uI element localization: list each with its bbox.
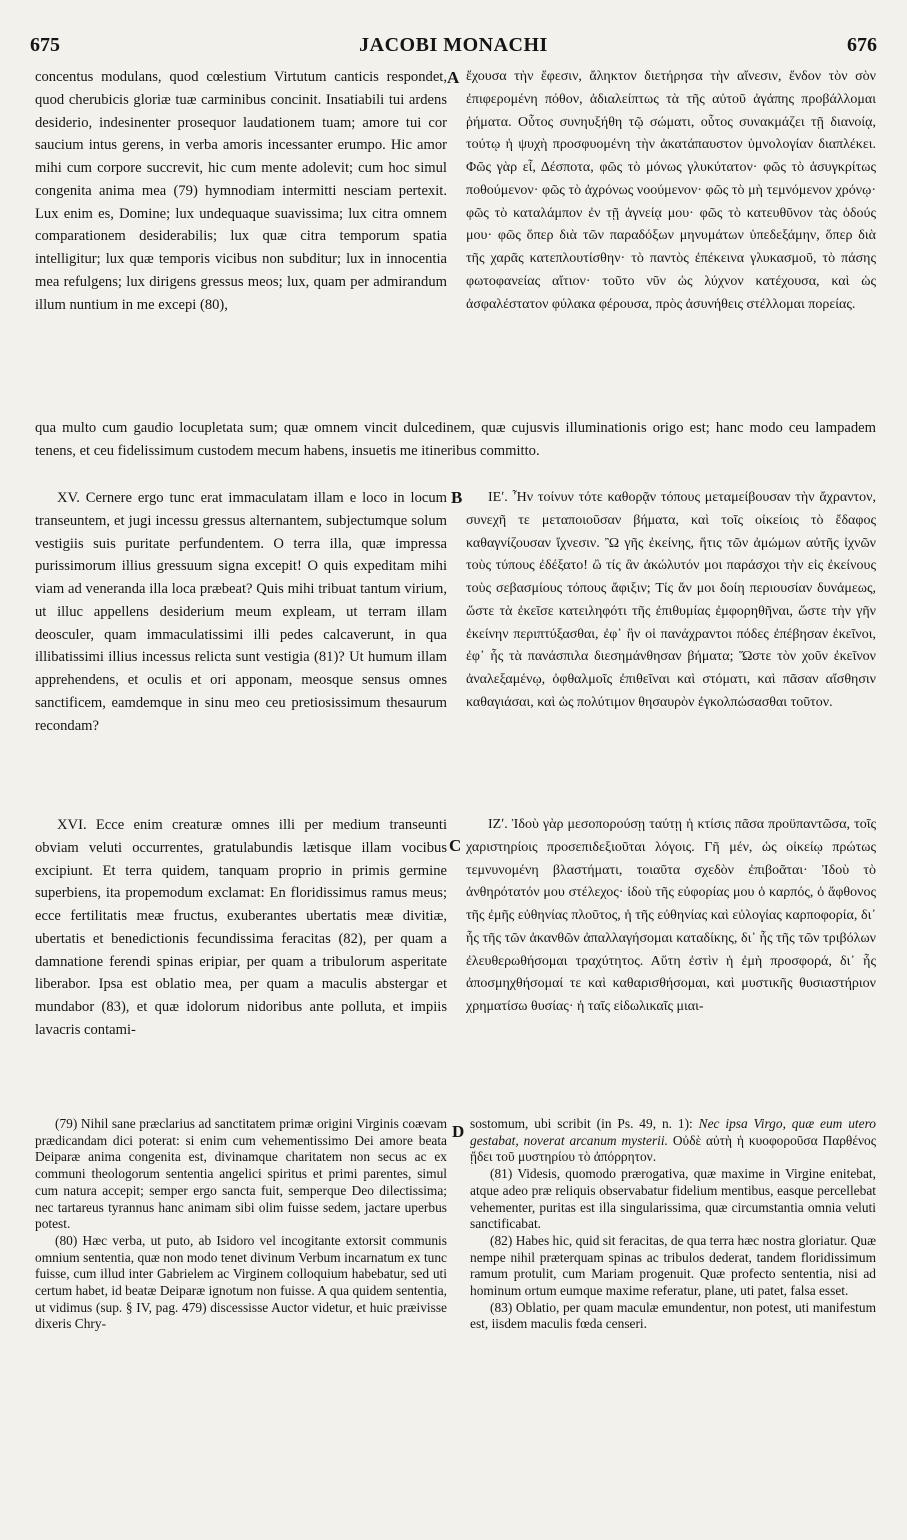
margin-letter-b: B: [451, 488, 463, 507]
margin-letter-c: C: [449, 836, 462, 855]
footnote-83: (83) Oblatio, per quam maculæ emundentur, non potest, uti manifestum est, iisdem maculis fœda censeri.: [470, 1299, 876, 1332]
footnotes-left: [35, 1116, 447, 1333]
greek-text-xv: ΙΕʹ. Ἦν τοίνυν τότε καθορᾷν τόπους μεταμείβουσαν τὴν ἄχραντον, συνεχῆ τε μεταποιοῦσαν βήματα, καὶ τοῖς οἰκείοις τὸ ἔδαφος καθαγνίζουσαν ἴχνεσιν. Ὢ γῆς ἐκείνης, ἥτις τῶν ἀμώμων αὐτῆς ἰχνῶν τοὺς τύπους ἐδέξατο! ὢ τίς ἂν ἀκώλυτόν μοι παράσχοι τὴν εἰς ἐκείνους τοὺς σεβασμίους τόπους ἄφιξιν; Τίς ἄν μοι δοίη περιουσίαν δυνάμεως, ὥστε τὰ ἐκεῖσε κατειληφότι τῆς ἐπιθυμίας ἐμφορηθῆναι, ὥστε τὴν γῆν ἐκείνην περιπτύξασθαι, ἐφ᾽ ἣν οἱ πανάχραντοι πόδες ἐπέβησαν ἐκεῖνοι, ἐφ᾽ ἧς τὰ πανάσπιλα διεσημάνθησαν βήματα; Ὥστε τὸν χοῦν ἐκεῖνον ἀναλεξαμένῳ, ὀφθαλμοῖς ἐπιθεῖναι καὶ στόματι, καὶ πᾶσαν αἴσθησιν καθαγιάσαι, καὶ ὡς πολύτιμον θησαυρὸν ἐγκολπώσασθαι τοῦτον.: [466, 490, 876, 710]
footnote-80-cont-text: sostomum, ubi scribit (in Ps. 49, n. 1):: [470, 1116, 693, 1131]
latin-full-width-continuation: [35, 417, 876, 463]
greek-text-xiv: ἔχουσα τὴν ἔφεσιν, ἄληκτον διετήρησα τὴν αἴνεσιν, ἔνδον τὸν σὸν ἐπιφερομένη πόθον, ἀδιαλείπτως τὰ τῆς αὐτοῦ ἀγάπης προβάλλομαι ῥήματα. Οὗτος συνηυξήθη τῷ σώματι, οὗτος συνακμάζει τῇ διανοίᾳ, τούτῳ ἡ ψυχὴ προσφυομένη τὴν ἀκατάπαυστον ὑμνολογίαν διαπλέκει. Φῶς γὰρ εἶ, Δέσποτα, φῶς τὸ μόνως γλυκύτατον· φῶς τὸ ἀσυγκρίτως ποθούμενον· φῶς τὸ ἀχρόνως νοούμενον· φῶς τὸ μὴ τεμνόμενον χρόνῳ· φῶς τὸ καταλάμπον ἐν τῇ ἁγνείᾳ μου· φῶς τὸ κατευθῦνον τὰς ὁδούς μου· φῶς ὅπερ διὰ τῶν παραδόξων μηνυμάτων ὑπεδεξάμην, ὅπερ διὰ τῆς χαρᾶς κατεπλουτίσθην· τὸ παντὸς ἐπέκεινα γλυκασμοῦ, τὸ πάσης φωτοφανείας αἴτιον· τοῦτο νῦν ὡς λύχνον κατέχουσα, καὶ ὡς ἀσφαλέστατον φύλακα φέρουσα, πρὸς ἀσυνήθεις στέλλομαι πορείας.: [466, 69, 876, 312]
latin-text-xv: XV. Cernere ergo tunc erat immaculatam illam e loco in locum transeuntem, et jugi incessu gressus alternantem, subjectumque solum vestigiis suis puritate perfundentem. O terra illa, quæ impressa purissimorum illius gressuum signa excepit! O quis expeditam mihi viam ad veneranda illa loca præbeat? Quis mihi tribuat tantum virium, ut illuc appellens desiderium meum expleam, ut terram illam deosculer, quam immaculatissimi illi pedes calcaverunt, in qua illibatissimi illius incessus relicta sunt vestigia (81)? Ut humum illam apprehendens, et oculis et ori apponam, meosque sensus omnes sanctificem, eamdemque in sinu meo ceu pretiosissimum thesaurum recondam?: [35, 490, 447, 734]
footnote-80-quote: Nec ipsa Virgo, quæ eum utero gestabat, noverat arcanum mysterii.: [470, 1116, 876, 1148]
latin-text-xiv: concentus modulans, quod cœlestium Virtutum canticis respondet, quod cherubicis gloriæ tuæ carminibus concinit. Insatiabili tui ardens desiderio, indesinenter prosequor laudationem tuam; amore tui cor saucium intus gerens, in verba amoris incessanter erumpo. Hic amor mihi cum corpore succrevit, hic cum mente adolevit; cum hoc simul congenita anima mea (79) hymnodiam intermitti nesciam pertexit. Lux enim es, Domine; lux undequaque suavissima; lux citra omnem comparationem desiderabilis; lux quæ citra temporum spatia intelligitur; lux quæ temporis vicibus non subditur; lux in innocentia mea refulgens; lux dirigens gressus meos; lux, quam per admirandum illum nuntium in me excepi (80),: [35, 69, 447, 313]
latin-text-xvi: XVI. Ecce enim creaturæ omnes illi per medium transeunti obviam veluti occurrentes, gratulabundis lætisque illam vocibus excipiunt. Et terra quidem, tanquam proprio in primis germine superbiens, ita propemodum exclamat: En floridissimus ramus meus; ecce fertilitatis meæ fructus, exuberantes ubertatis meæ divitiæ, ubertatis et benedictionis fecundissima feracitas (82), per quam a damnatione ferendi spinas eripiar, per quam a tribulorum asperitate liberabor. Ipsa est oblatio mea, per quam a maculis abstergar et mundabor (83), et quæ idolorum nidoribus ante polluta, et impiis lavacris contami-: [35, 817, 447, 1038]
margin-letter-a: A: [447, 68, 460, 87]
greek-column-xv: [466, 487, 876, 715]
greek-column-xvi: [466, 814, 876, 1019]
footnotes-right: [470, 1116, 876, 1333]
latin-text-xiv-end: qua multo cum gaudio locupletata sum; quæ omnem vincit dulcedinem, quæ cujusvis illuminationis origo est; hanc modo ceu lampadem tenens, et ceu fidelissimum custodem mecum habens, insuetis me itineribus committo.: [35, 420, 876, 459]
footnote-80-greek: Οὐδὲ αὐτὴ ἡ κυοφοροῦσα Παρθένος ᾔδει τοῦ μυστηρίου τὸ ἀπόρρητον.: [470, 1132, 876, 1165]
running-title: JACOBI MONACHI: [359, 34, 548, 56]
footnote-80-continuation: [470, 1116, 876, 1166]
greek-text-xvi: ΙΖʹ. Ἰδοὺ γὰρ μεσοπορούσῃ ταύτῃ ἡ κτίσις πᾶσα προϋπαντῶσα, τοῖς χαριστηρίοις προσεπιδεξιοῦται λόγοις. Γῆ μέν, ὡς οἰκείῳ πρώτως τεμνυνομένη βλαστήματι, τοιαῦτα σχεδὸν ἐπιβοᾶται· Ἰδοὺ τὸ ἀνθηρότατόν μου στέλεχος· ἰδοὺ τῆς εὐφορίας μου ὁ καρπός, ὁ ἄφθονος τῆς ἐμῆς εὐθηνίας πλοῦτος, ἡ τῆς εὐθηνίας καὶ εὐλογίας καρποφορία, δι᾽ ἧς τῆς τῶν ἀκανθῶν ἀπαλλαγήσομαι καταδίκης, δι᾽ ἧς τῆς τῶν τριβόλων ἐλευθερωθήσομαι τραχύτητος. Αὕτη ἐστὶν ἡ ἐμὴ προσφορά, δι᾽ ἧς ἀποσμηχθήσομαί τε καὶ καθαρισθήσομαι, καὶ μυστικῆς θυσιαστήριον χρηματίσω θυσίας· ἡ ταῖς εἰδωλικαῖς μιαι-: [466, 817, 876, 1014]
latin-column-xvi: [35, 814, 447, 1042]
running-header: [30, 34, 877, 64]
left-page-number: 675: [30, 34, 60, 56]
latin-column-xiv: [35, 66, 447, 316]
latin-column-xv: [35, 487, 447, 737]
footnote-80: (80) Hæc verba, ut puto, ab Isidoro vel incogitante extorsit communis omnium sententia, quæ non modo tenet divinum Verbum incarnatum ex tunc fuisse, cum illud inter Gabrielem ac Virginem colloquium habebatur, sed uti certum habet, id beatæ Deiparæ ignotum non fuisse. A qua quidem sententia, ut vidimus (sup. § IV, pag. 479) discessisse Auctor videtur, et huic præivisse dixeris Chry-: [35, 1232, 447, 1332]
margin-letter-d: D: [452, 1122, 465, 1141]
footnote-81: (81) Videsis, quomodo prærogativa, quæ maxime in Virgine enitebat, atque adeo præ reliquis observabatur fidelium mentibus, easque percellebat vehementer, puritas est illa singularissima, quæ circumstantia omnia veluti sanctificabat.: [470, 1166, 876, 1232]
footnote-79: (79) Nihil sane præclarius ad sanctitatem primæ origini Virginis coævam prædicandam dici poterat: si enim cum vehementissimo Dei amore beata Deiparæ anima congenita est, divinamque charitatem non secus ac ex communi theologorum sententia angelici spiritus et primi parentes, simul cum natura accepit; semper ergo sancta fuit, semperque Deo dilectissima; nec tartareus tyrannus hanc animam sibi olim fuisse sedem, jactare uperbus potest.: [35, 1116, 447, 1232]
right-page-number: 676: [847, 34, 877, 56]
greek-column-xiv: [466, 66, 876, 316]
footnote-82: (82) Habes hic, quid sit feracitas, de qua terra hæc nostra gloriatur. Quæ nempe nihil præterquam spinas ac tribulos dederat, tandem floridissimum ramum protulit, cum Mariam progenuit. Quæ profecto sententia, nisi ad hominum ortum eumque maxime referatur, plane, uti patet, falsa esset.: [470, 1232, 876, 1299]
